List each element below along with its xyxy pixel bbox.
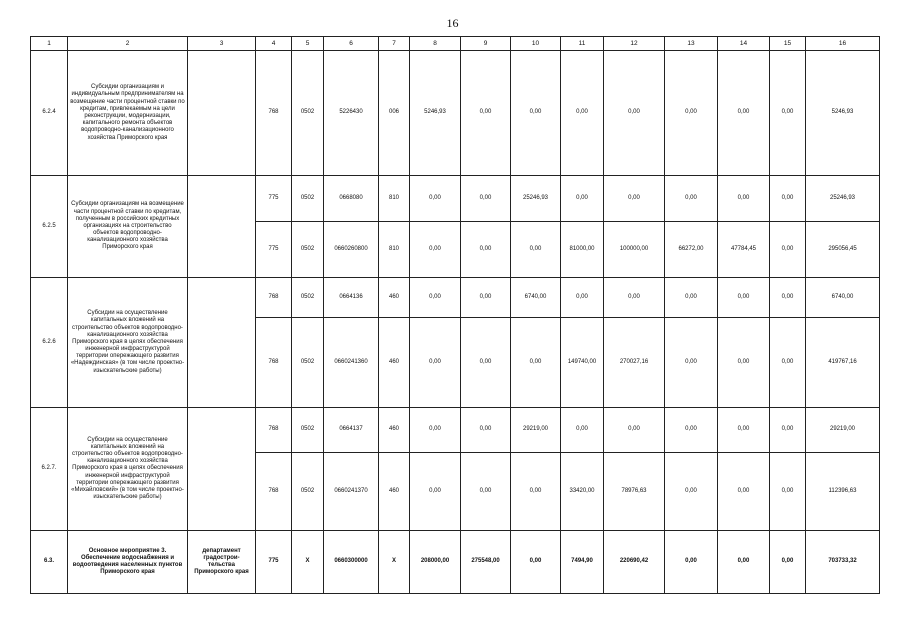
column-header: 1 bbox=[31, 37, 68, 51]
column-header: 2 bbox=[68, 37, 188, 51]
table-cell: 0,00 bbox=[410, 318, 461, 408]
table-cell: 0,00 bbox=[604, 408, 665, 453]
table-cell: 0668080 bbox=[324, 176, 379, 222]
table-cell: 0,00 bbox=[770, 278, 806, 318]
table-cell: 460 bbox=[379, 453, 410, 531]
table-cell: 47784,45 bbox=[718, 222, 770, 278]
table-cell: 6740,00 bbox=[511, 278, 561, 318]
table-cell: 5246,93 bbox=[806, 51, 880, 176]
table-cell: 0,00 bbox=[665, 318, 718, 408]
table-cell: 0,00 bbox=[718, 453, 770, 531]
table-cell: 0,00 bbox=[770, 453, 806, 531]
table-cell: 270027,16 bbox=[604, 318, 665, 408]
table-cell: 5226430 bbox=[324, 51, 379, 176]
table-row bbox=[31, 531, 880, 594]
column-header: 5 bbox=[292, 37, 324, 51]
table-cell: 0660241360 bbox=[324, 318, 379, 408]
table-row bbox=[31, 408, 880, 453]
table-cell: 460 bbox=[379, 318, 410, 408]
table-cell: 775 bbox=[256, 222, 292, 278]
table-cell: 775 bbox=[256, 176, 292, 222]
table-cell: 0,00 bbox=[461, 51, 511, 176]
table-cell: 0502 bbox=[292, 278, 324, 318]
table-cell: 0,00 bbox=[718, 531, 770, 594]
table-cell: 006 bbox=[379, 51, 410, 176]
column-header: 9 bbox=[461, 37, 511, 51]
table-row bbox=[31, 176, 880, 222]
row-description: Основное мероприятие 3. Обеспечение водоснабжения и водоотведения населенных пунктов Приморского края bbox=[68, 531, 188, 594]
table-cell: 0502 bbox=[292, 51, 324, 176]
table-cell: 0,00 bbox=[770, 222, 806, 278]
table-cell: 0502 bbox=[292, 222, 324, 278]
table-cell: 0,00 bbox=[665, 51, 718, 176]
table-cell: 0,00 bbox=[561, 176, 604, 222]
table-row bbox=[31, 278, 880, 318]
row-description: Субсидии организациям на возмещение части процентной ставки по кредитам, полученным в российских кредитных организациях на строительство объектов водопроводно-канализационного хозяйства Приморского края bbox=[68, 176, 188, 278]
table-cell: 0,00 bbox=[718, 318, 770, 408]
table-cell: 0,00 bbox=[665, 408, 718, 453]
table-cell: 149740,00 bbox=[561, 318, 604, 408]
table-cell: 100000,00 bbox=[604, 222, 665, 278]
table-cell: 0,00 bbox=[718, 408, 770, 453]
table-cell: 25246,93 bbox=[806, 176, 880, 222]
column-header: 11 bbox=[561, 37, 604, 51]
row-description: Субсидии организациям и индивидуальным предпринимателям на возмещение части процентной ставки по кредитам, привлекаемым на цели реконструкции, модернизации, капитального ремонта объектов водопроводно-канализационного хозяйства Приморского края bbox=[68, 51, 188, 176]
table-cell: 220690,42 bbox=[604, 531, 665, 594]
row-executor: департамент градострои-тельства Приморского края bbox=[188, 531, 256, 594]
column-header: 12 bbox=[604, 37, 665, 51]
table-cell: 29219,00 bbox=[511, 408, 561, 453]
table-cell: 0,00 bbox=[770, 318, 806, 408]
table-cell: 0,00 bbox=[410, 222, 461, 278]
table-cell: 208000,00 bbox=[410, 531, 461, 594]
table-cell: 0,00 bbox=[718, 51, 770, 176]
table-cell: 0,00 bbox=[561, 408, 604, 453]
table-cell: 0660260800 bbox=[324, 222, 379, 278]
column-header: 8 bbox=[410, 37, 461, 51]
table-cell: 0,00 bbox=[461, 176, 511, 222]
table-cell: 0660300000 bbox=[324, 531, 379, 594]
table-cell: 0,00 bbox=[770, 176, 806, 222]
table-cell: 0,00 bbox=[665, 176, 718, 222]
table-cell: 0,00 bbox=[410, 278, 461, 318]
table-cell: 810 bbox=[379, 176, 410, 222]
table-cell: 0,00 bbox=[604, 176, 665, 222]
table-cell: 768 bbox=[256, 408, 292, 453]
table-cell: 768 bbox=[256, 278, 292, 318]
table-cell: 0,00 bbox=[665, 278, 718, 318]
table-cell: 0,00 bbox=[770, 408, 806, 453]
table-cell: 5246,93 bbox=[410, 51, 461, 176]
table-cell: 0502 bbox=[292, 453, 324, 531]
table-cell: 25246,93 bbox=[511, 176, 561, 222]
row-executor bbox=[188, 176, 256, 278]
table-cell: 0,00 bbox=[511, 531, 561, 594]
table-cell: 0,00 bbox=[604, 278, 665, 318]
column-header: 14 bbox=[718, 37, 770, 51]
row-description: Субсидии на осуществление капитальных вложений на строительство объектов водопроводно-канализационного хозяйства Приморского края в целях обеспечения инженерной инфраструктурой территории опережающего развития «Надеждинская» (в том числе проектно-изыскательские работы) bbox=[68, 278, 188, 408]
column-header: 4 bbox=[256, 37, 292, 51]
table-cell: 460 bbox=[379, 408, 410, 453]
table-cell: 78976,63 bbox=[604, 453, 665, 531]
row-id: 6.2.6 bbox=[31, 278, 68, 408]
table-cell: 0,00 bbox=[461, 222, 511, 278]
table-cell: 0,00 bbox=[561, 278, 604, 318]
page-number: 16 bbox=[446, 16, 459, 30]
row-id: 6.2.4 bbox=[31, 51, 68, 176]
table-cell: 768 bbox=[256, 453, 292, 531]
table-cell: 0,00 bbox=[410, 453, 461, 531]
table-cell: 0664137 bbox=[324, 408, 379, 453]
table-cell: 0,00 bbox=[410, 408, 461, 453]
table-cell: 6740,00 bbox=[806, 278, 880, 318]
table-cell: 0,00 bbox=[461, 278, 511, 318]
table-cell: 275548,00 bbox=[461, 531, 511, 594]
table-cell: 7494,90 bbox=[561, 531, 604, 594]
row-description: Субсидии на осуществление капитальных вложений на строительство объектов водопроводно-канализационного хозяйства Приморского края в целях обеспечения инженерной инфраструктурой территории опережающего развития «Михайловский» (в том числе проектно-изыскательские работы) bbox=[68, 408, 188, 531]
table-cell: 768 bbox=[256, 51, 292, 176]
table-cell: 0,00 bbox=[461, 318, 511, 408]
row-id: 6.3. bbox=[31, 531, 68, 594]
column-header: 10 bbox=[511, 37, 561, 51]
table-cell: X bbox=[379, 531, 410, 594]
table-cell: 81000,00 bbox=[561, 222, 604, 278]
column-header: 16 bbox=[806, 37, 880, 51]
table-cell: 0,00 bbox=[770, 51, 806, 176]
table-cell: 775 bbox=[256, 531, 292, 594]
table-cell: 33420,00 bbox=[561, 453, 604, 531]
table-cell: 0,00 bbox=[410, 176, 461, 222]
table-cell: 0660241370 bbox=[324, 453, 379, 531]
table-cell: 0,00 bbox=[665, 453, 718, 531]
table-cell: 0,00 bbox=[604, 51, 665, 176]
budget-table bbox=[30, 36, 880, 594]
table-cell: 0,00 bbox=[665, 531, 718, 594]
table-cell: 419767,16 bbox=[806, 318, 880, 408]
table-cell: 810 bbox=[379, 222, 410, 278]
table-cell: 0,00 bbox=[511, 51, 561, 176]
header-row bbox=[31, 37, 880, 51]
table-cell: 112396,63 bbox=[806, 453, 880, 531]
table-cell: 0502 bbox=[292, 318, 324, 408]
table-cell: 66272,00 bbox=[665, 222, 718, 278]
table-cell: 0,00 bbox=[770, 531, 806, 594]
table-cell: X bbox=[292, 531, 324, 594]
column-header: 7 bbox=[379, 37, 410, 51]
table-cell: 460 bbox=[379, 278, 410, 318]
column-header: 13 bbox=[665, 37, 718, 51]
table-cell: 0,00 bbox=[511, 318, 561, 408]
table-cell: 295056,45 bbox=[806, 222, 880, 278]
column-header: 3 bbox=[188, 37, 256, 51]
row-executor bbox=[188, 51, 256, 176]
table-cell: 0,00 bbox=[718, 176, 770, 222]
table-cell: 0664136 bbox=[324, 278, 379, 318]
row-id: 6.2.5 bbox=[31, 176, 68, 278]
table-cell: 0,00 bbox=[511, 453, 561, 531]
row-id: 6.2.7. bbox=[31, 408, 68, 531]
row-executor bbox=[188, 408, 256, 531]
table-cell: 703733,32 bbox=[806, 531, 880, 594]
table-cell: 0502 bbox=[292, 408, 324, 453]
table-cell: 0,00 bbox=[461, 408, 511, 453]
table-cell: 0502 bbox=[292, 176, 324, 222]
table-cell: 0,00 bbox=[561, 51, 604, 176]
table-cell: 768 bbox=[256, 318, 292, 408]
table-cell: 29219,00 bbox=[806, 408, 880, 453]
table-cell: 0,00 bbox=[718, 278, 770, 318]
row-executor bbox=[188, 278, 256, 408]
table-cell: 0,00 bbox=[511, 222, 561, 278]
column-header: 15 bbox=[770, 37, 806, 51]
column-header: 6 bbox=[324, 37, 379, 51]
table-row bbox=[31, 51, 880, 176]
table-cell: 0,00 bbox=[461, 453, 511, 531]
